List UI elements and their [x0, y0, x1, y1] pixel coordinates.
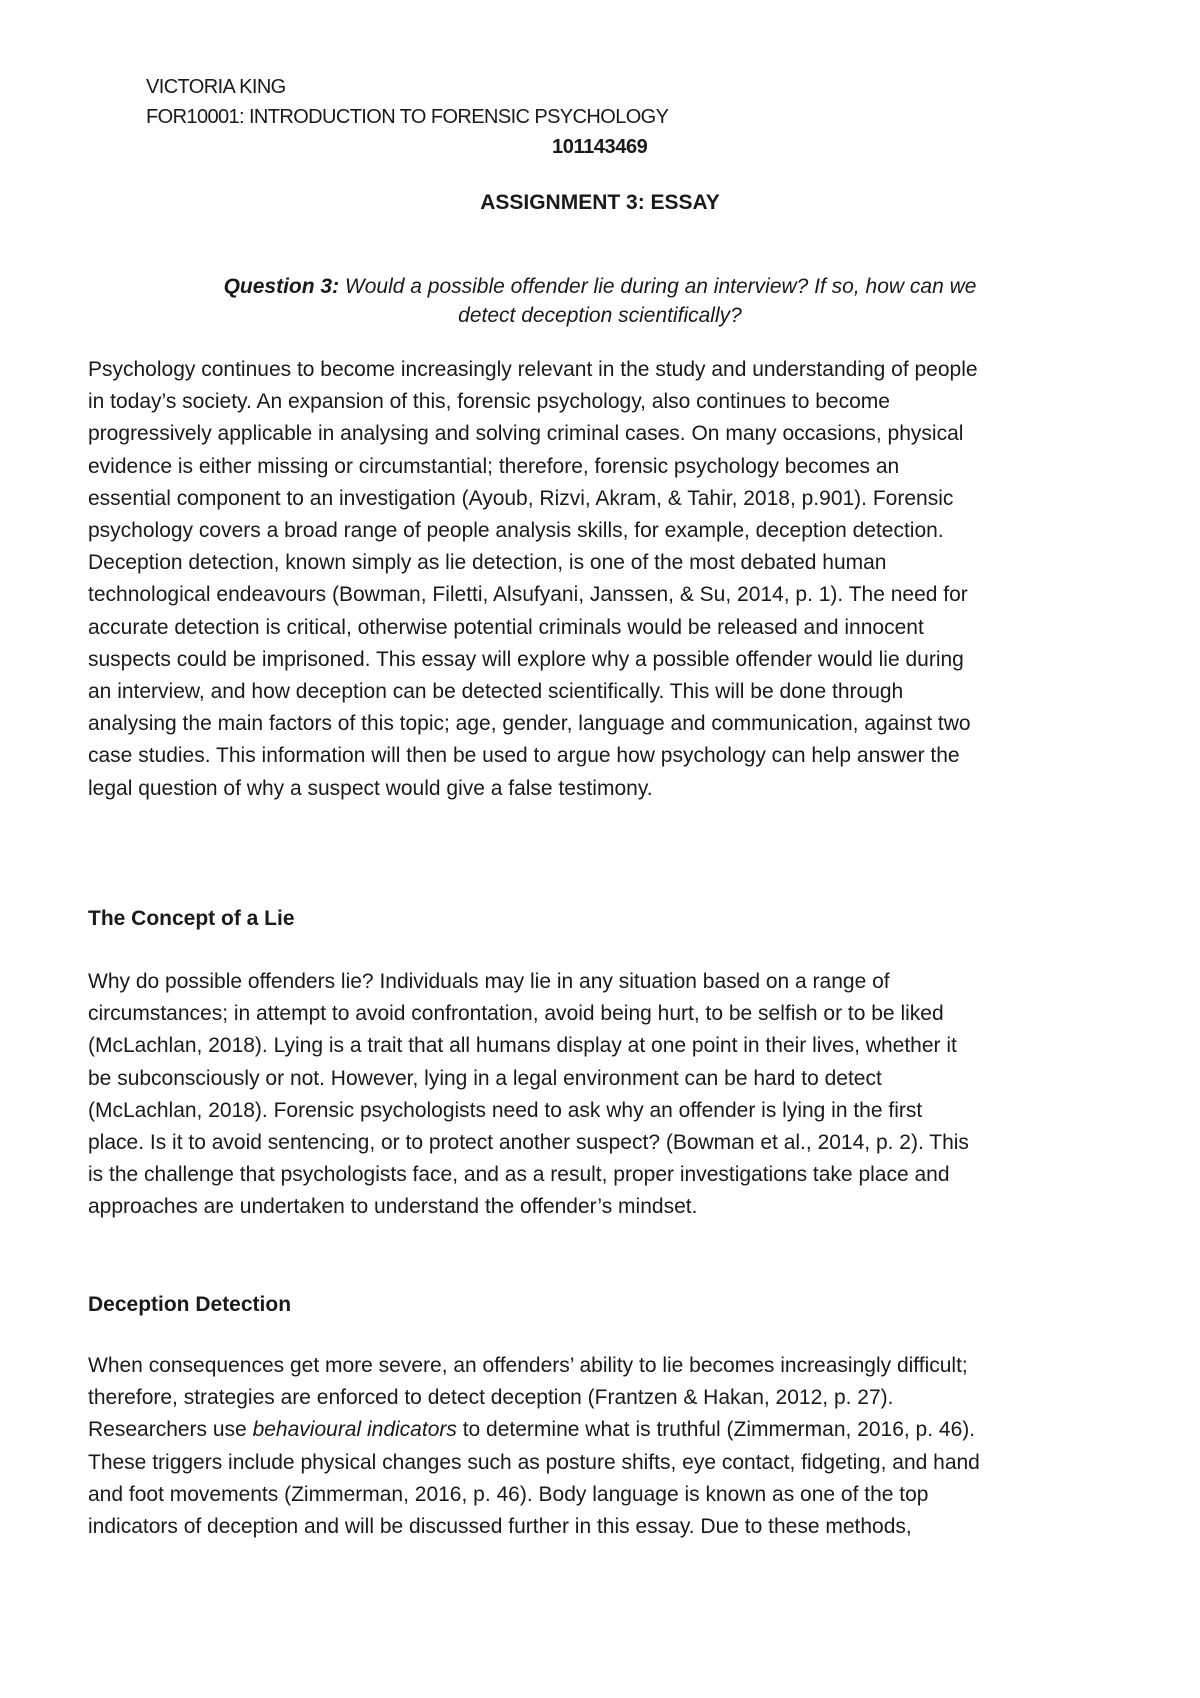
paragraph-line: and foot movements (Zimmerman, 2016, p. 46). Body language is known as one of the top	[88, 1482, 929, 1506]
paragraph-line: an interview, and how deception can be detected scientifically. This will be done through	[88, 680, 904, 704]
author-header	[146, 72, 668, 132]
paragraph-line: therefore, strategies are enforced to detect deception (Frantzen & Hakan, 2012, p. 27).	[88, 1386, 894, 1410]
paragraph-line: Psychology continues to become increasingly relevant in the study and understanding of people	[88, 358, 978, 381]
paragraph-line: place. Is it to avoid sentencing, or to protect another suspect? (Bowman et al., 2014, p. 2). This	[88, 1131, 969, 1155]
intro-paragraph	[88, 354, 1128, 805]
paragraph-line: case studies. This information will then be used to argue how psychology can help answer the	[88, 744, 960, 768]
student-id: 101143469	[552, 136, 648, 158]
paragraph-line: is the challenge that psychologists face, and as a result, proper investigations take place and	[88, 1163, 950, 1187]
question-text-line2: detect deception scientifically?	[458, 304, 742, 327]
italic-term: behavioural indicators	[252, 1418, 457, 1442]
line-text: to determine what is truthful (Zimmerman, 2016, p. 46).	[456, 1418, 976, 1442]
paragraph-line: When consequences get more severe, an offenders’ ability to lie becomes increasingly difficult;	[88, 1354, 968, 1377]
author-name: VICTORIA KING	[146, 76, 286, 98]
paragraph-line	[88, 1414, 1128, 1446]
paragraph-line: progressively applicable in analysing and solving criminal cases. On many occasions, physical	[88, 422, 964, 446]
paragraph-line: Why do possible offenders lie? Individuals may lie in any situation based on a range of	[88, 970, 890, 993]
paragraph-line: psychology covers a broad range of people analysis skills, for example, deception detection.	[88, 519, 944, 543]
paragraph-line: (McLachlan, 2018). Forensic psychologists need to ask why an offender is lying in the first	[88, 1098, 923, 1122]
assignment-title: ASSIGNMENT 3: ESSAY	[480, 191, 720, 214]
paragraph-line: approaches are undertaken to understand the offender’s mindset.	[88, 1195, 698, 1219]
question-label: Question 3:	[223, 275, 340, 298]
paragraph-line: legal question of why a suspect would give a false testimony.	[88, 776, 653, 800]
paragraph-line: suspects could be imprisoned. This essay will explore why a possible offender would lie during	[88, 647, 964, 671]
paragraph-line: technological endeavours (Bowman, Filetti, Alsufyani, Janssen, & Su, 2014, p. 1). The need for	[88, 583, 968, 607]
question-text-line1: Would a possible offender lie during an interview? If so, how can we	[339, 275, 977, 298]
paragraph-line: (McLachlan, 2018). Lying is a trait that all humans display at one point in their lives, whether it	[88, 1034, 957, 1058]
paragraph-line: analysing the main factors of this topic; age, gender, language and communication, against two	[88, 712, 971, 736]
paragraph-line: These triggers include physical changes such as posture shifts, eye contact, fidgeting, and hand	[88, 1450, 980, 1474]
line-text: Researchers use	[88, 1418, 253, 1442]
deception-detection-paragraph	[88, 1350, 1128, 1543]
paragraph-line: accurate detection is critical, otherwise potential criminals would be released and innocent	[88, 615, 924, 639]
paragraph-line: essential component to an investigation (Ayoub, Rizvi, Akram, & Tahir, 2018, p.901). Forensic	[88, 486, 954, 510]
course-title: FOR10001: INTRODUCTION TO FORENSIC PSYCHOLOGY	[146, 106, 669, 128]
paragraph-line: evidence is either missing or circumstantial; therefore, forensic psychology becomes an	[88, 454, 900, 478]
section-heading-concept-of-a-lie: The Concept of a Lie	[88, 907, 295, 930]
concept-of-a-lie-paragraph	[88, 966, 1128, 1224]
paragraph-line: circumstances; in attempt to avoid confrontation, avoid being hurt, to be selfish or to be liked	[88, 1002, 944, 1026]
paragraph-line: Deception detection, known simply as lie detection, is one of the most debated human	[88, 551, 887, 575]
essay-question	[120, 272, 1080, 330]
paragraph-line: in today’s society. An expansion of this, forensic psychology, also continues to become	[88, 390, 890, 414]
paragraph-line: indicators of deception and will be discussed further in this essay. Due to these methods,	[88, 1515, 912, 1539]
section-heading-deception-detection: Deception Detection	[88, 1293, 292, 1316]
paragraph-line: be subconsciously or not. However, lying in a legal environment can be hard to detect	[88, 1066, 882, 1090]
